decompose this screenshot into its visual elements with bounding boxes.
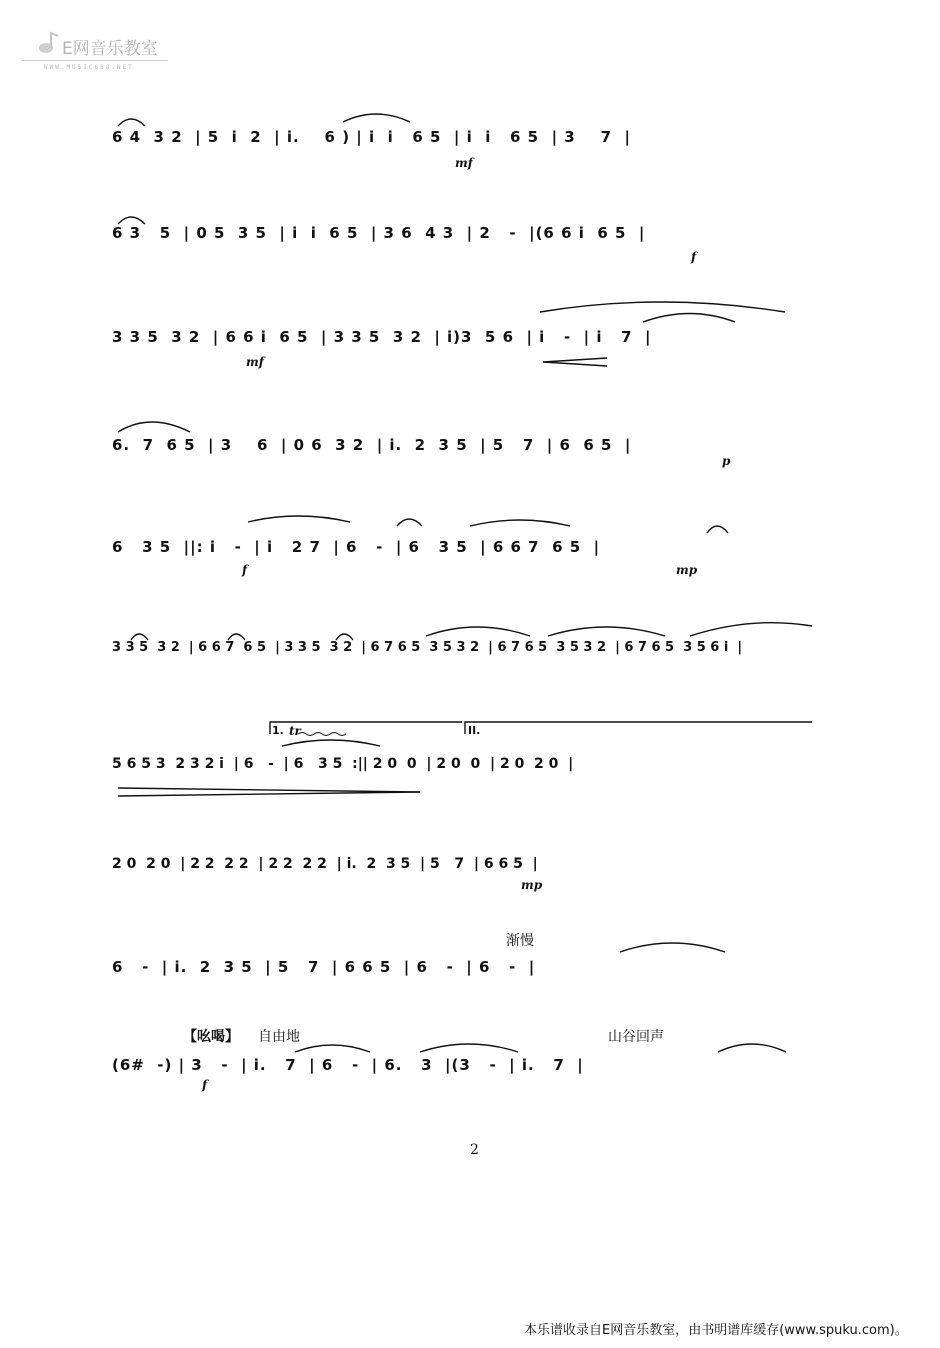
section-label: 【吆喝】 bbox=[183, 1029, 239, 1045]
watermark-url: WWW.MUSIC888.NET bbox=[44, 64, 134, 71]
dynamic-mark: mp bbox=[521, 878, 543, 892]
dynamic-mark: mf bbox=[455, 156, 473, 170]
slur-arc bbox=[118, 119, 145, 126]
phrase-arc bbox=[690, 623, 812, 636]
free-tempo-mark: 自由地 bbox=[258, 1029, 300, 1045]
tie-arc bbox=[470, 520, 570, 526]
first-ending-label: 1. bbox=[272, 724, 284, 737]
score-row-text: 3 3 5 3 2 | 6 6 i 6 5 | 3 3 5 3 2 | i)3 5 6 | i - | i 7 | bbox=[112, 328, 652, 346]
echo-label: 山谷回声 bbox=[608, 1029, 664, 1045]
footer-credit: 本乐谱收录自E网音乐教室，由书明谱库缓存(www.spuku.com)。 bbox=[524, 1323, 908, 1338]
tie-arc bbox=[343, 114, 410, 122]
dynamic-mark: p bbox=[722, 454, 731, 468]
score-row-text: 6. 7 6 5 | 3 6 | 0 6 3 2 | i. 2 3 5 | 5 7 | 6 6 5 | bbox=[112, 436, 632, 454]
score-row-text: 5 6 5 3 2 3 2 i | 6 - | 6 3 5 :|| 2 0 0 | 2 0 0 | 2 0 2 0 | bbox=[112, 756, 574, 772]
slur-arc bbox=[228, 634, 245, 640]
trill-wave bbox=[298, 733, 346, 736]
score-row-text: 3 3 5 3 2 | 6 6 7 6 5 | 3 3 5 3 2 | 6 7 6 5 3 5 3 2 | 6 7 6 5 3 5 3 2 | 6 7 6 5 3 5 6 i | bbox=[112, 640, 743, 655]
tie-arc bbox=[643, 314, 735, 323]
score-row-text: 6 3 5 ||: i - | i 2 7 | 6 - | 6 3 5 | 6 6 7 6 5 | bbox=[112, 538, 601, 556]
slur-arc bbox=[707, 526, 728, 533]
crescendo-hairpin bbox=[543, 358, 607, 366]
dynamic-mark: f bbox=[242, 563, 248, 577]
score-row-text: 6 4 3 2 | 5 i 2 | i. 6 ) | i i 6 5 | i i 6 5 | 3 7 | bbox=[112, 128, 631, 146]
dynamic-mark: mf bbox=[246, 355, 264, 369]
dynamic-mark: mp bbox=[676, 563, 698, 577]
tie-arc bbox=[420, 1044, 518, 1052]
slur-arc bbox=[118, 422, 190, 432]
phrase-arc bbox=[548, 627, 665, 636]
tie-arc bbox=[620, 943, 725, 952]
decrescendo-line bbox=[118, 792, 420, 796]
tie-arc bbox=[282, 740, 380, 746]
tie-arc bbox=[248, 516, 350, 522]
tie-arc bbox=[295, 1045, 370, 1052]
trill-mark: tr bbox=[289, 724, 301, 738]
slur-arc bbox=[131, 634, 148, 640]
tie-arc bbox=[718, 1044, 786, 1052]
dynamic-mark: f bbox=[202, 1078, 208, 1092]
score-row-text: 2 0 2 0 | 2 2 2 2 | 2 2 2 2 | i. 2 3 5 | 5 7 | 6 6 5 | bbox=[112, 856, 538, 872]
slur-arc bbox=[336, 634, 353, 640]
second-ending-label: II. bbox=[468, 724, 481, 737]
score-row-text: 6 - | i. 2 3 5 | 5 7 | 6 6 5 | 6 - | 6 - | bbox=[112, 958, 536, 976]
watermark-title: E网音乐教室 bbox=[62, 39, 158, 59]
second-ending-bracket bbox=[465, 722, 812, 734]
dynamic-mark: f bbox=[691, 250, 697, 264]
score-row-text: (6# -) | 3 - | i. 7 | 6 - | 6. 3 |(3 - | i. 7 | bbox=[112, 1056, 584, 1074]
tempo-mark: 渐慢 bbox=[506, 933, 534, 949]
score-row-text: 6 3 5 | 0 5 3 5 | i i 6 5 | 3 6 4 3 | 2 - |(6 6 i 6 5 | bbox=[112, 224, 646, 242]
slur-arc bbox=[397, 519, 422, 526]
slur-arc bbox=[118, 217, 145, 224]
decrescendo-line bbox=[118, 788, 420, 792]
phrase-arc bbox=[426, 627, 530, 636]
page-number: 2 bbox=[470, 1142, 479, 1158]
first-ending-bracket bbox=[270, 722, 462, 734]
phrase-arc bbox=[540, 302, 785, 312]
